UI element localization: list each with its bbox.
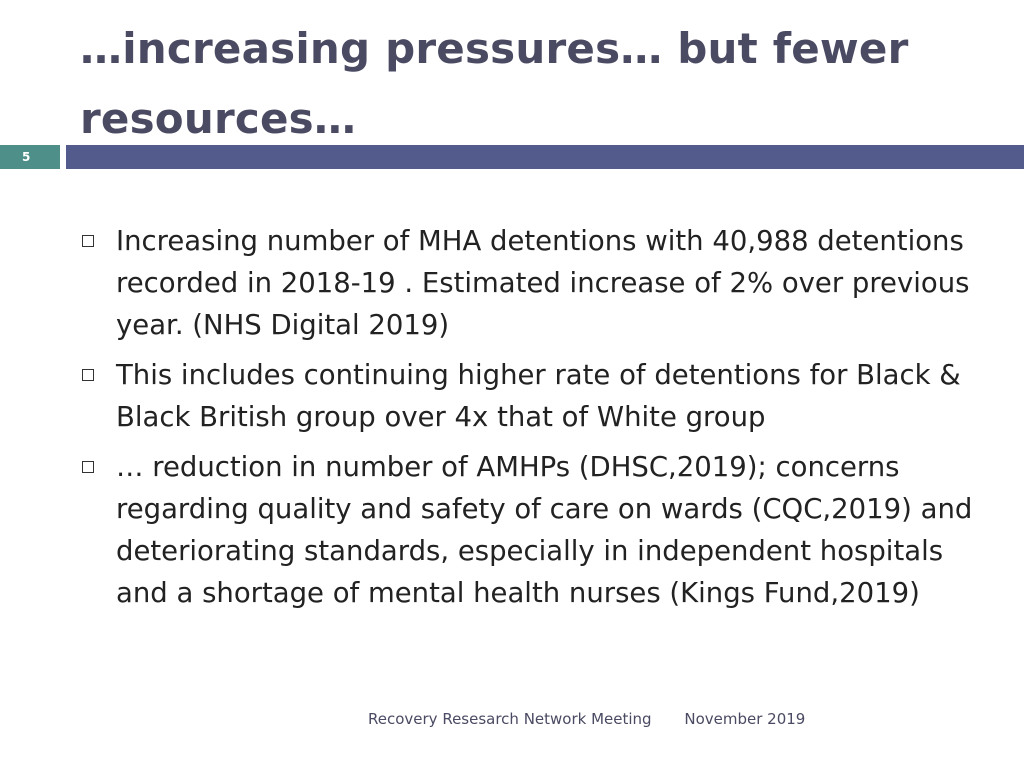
bullet-list bbox=[80, 220, 980, 622]
title-divider-band bbox=[66, 145, 1024, 169]
square-bullet-icon bbox=[82, 369, 94, 381]
slide-number: 5 bbox=[0, 145, 60, 169]
square-bullet-icon bbox=[82, 461, 94, 473]
slide-title: …increasing pressures… but fewer resources… bbox=[80, 24, 909, 143]
bullet-text: Increasing number of MHA detentions with 40,988 detentions recorded in 2018-19 . Estimated increase of 2% over previous year. (NHS Digital 2019) bbox=[116, 225, 970, 341]
footer-date: November 2019 bbox=[684, 710, 806, 728]
bullet-text: This includes continuing higher rate of detentions for Black & Black British group over 4x that of White group bbox=[116, 359, 961, 433]
bullet-item bbox=[80, 354, 980, 438]
square-bullet-icon bbox=[82, 235, 94, 247]
bullet-item bbox=[80, 446, 980, 614]
footer-event: Recovery Resesarch Network Meeting bbox=[368, 710, 652, 728]
bullet-text: … reduction in number of AMHPs (DHSC,2019); concerns regarding quality and safety of care on wards (CQC,2019) and deteriorating standards, especially in independent hospitals and a shortage of mental health nurses (Kings Fund,2019) bbox=[116, 451, 973, 609]
bullet-item bbox=[80, 220, 980, 346]
slide-footer bbox=[368, 710, 805, 728]
